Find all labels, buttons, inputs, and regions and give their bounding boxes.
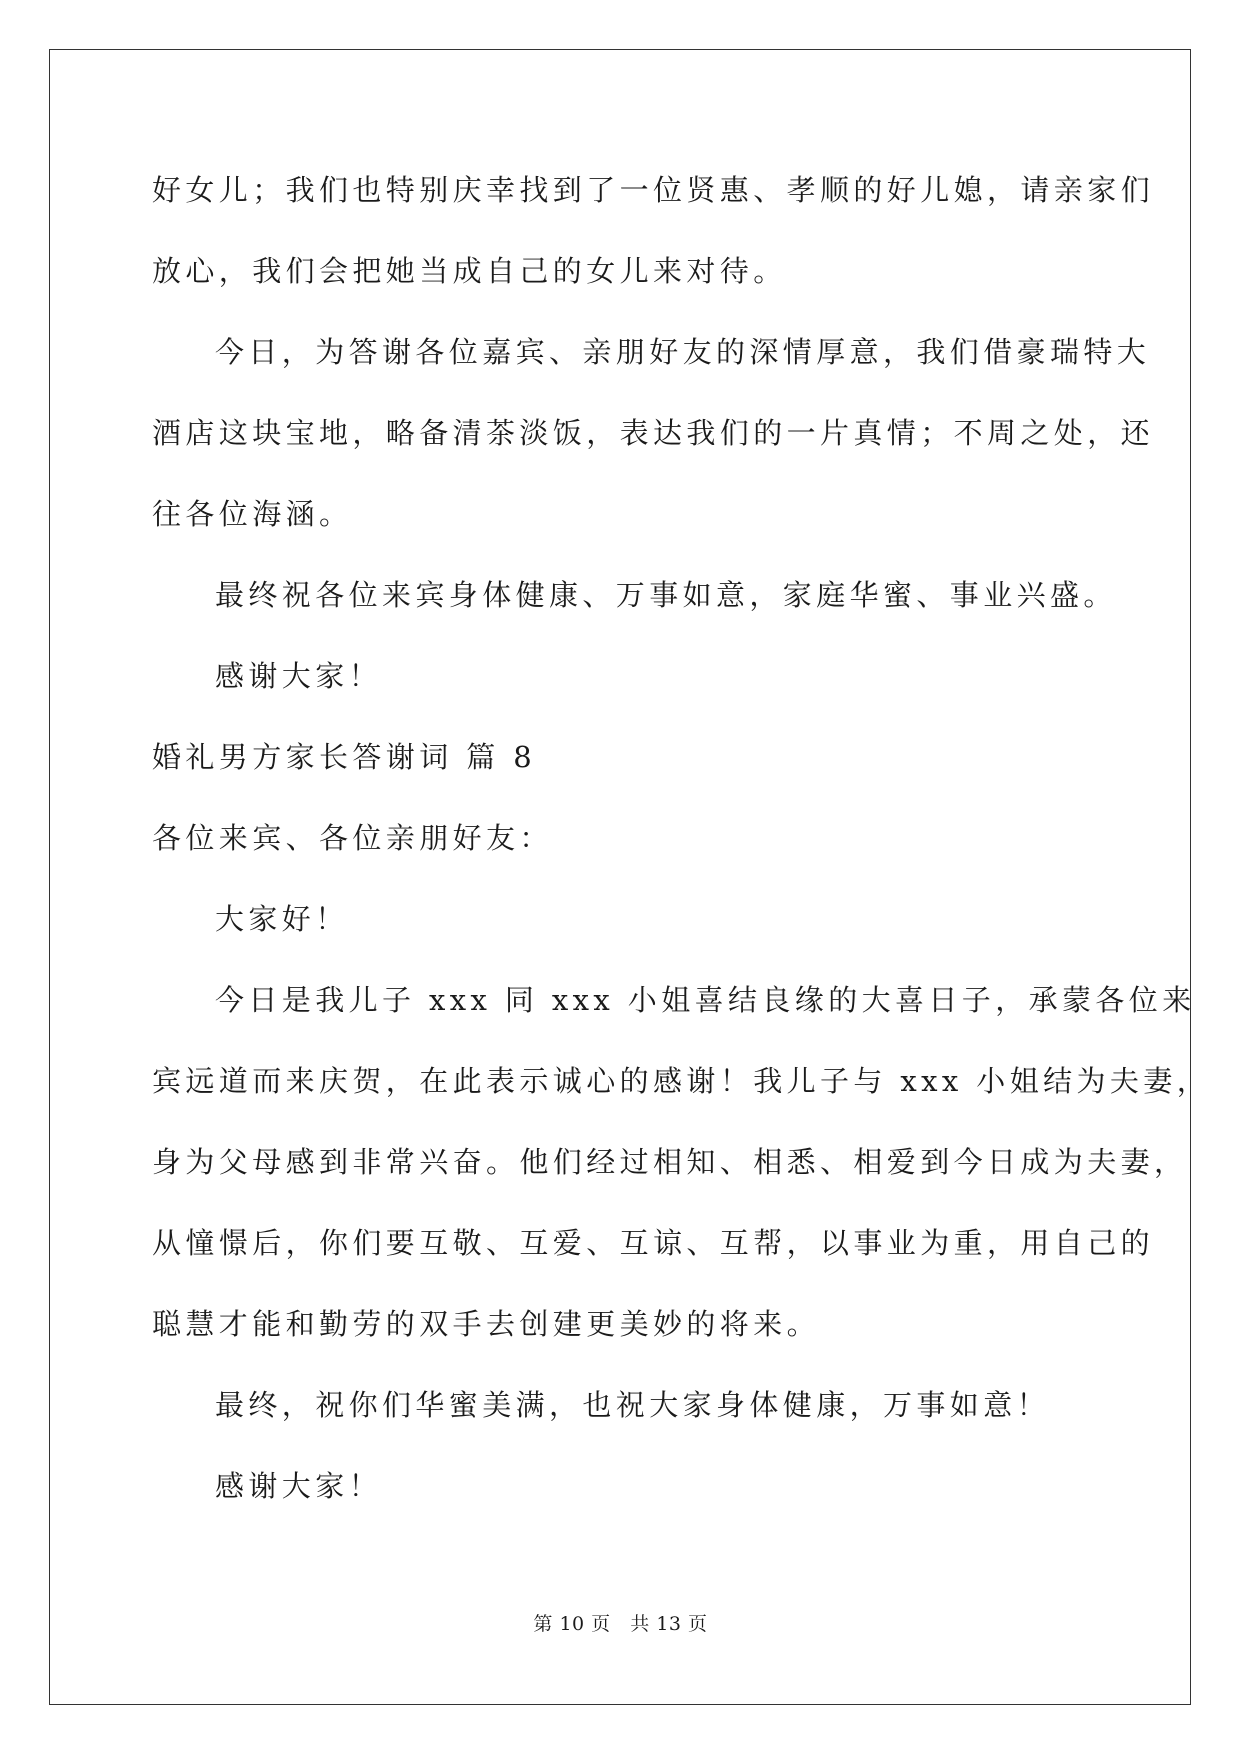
text-line: 感谢大家！ (215, 1469, 383, 1503)
text-line: 酒店这块宝地，略备清茶淡饭，表达我们的一片真情；不周之处，还 (152, 416, 1155, 450)
text-line: 身为父母感到非常兴奋。他们经过相知、相悉、相爱到今日成为夫妻， (152, 1145, 1188, 1179)
text-line: 最终，祝你们华蜜美满，也祝大家身体健康，万事如意！ (215, 1388, 1051, 1422)
section-heading: 婚礼男方家长答谢词 篇 8 (152, 740, 537, 774)
text-line: 宾远道而来庆贺，在此表示诚心的感谢！我儿子与 xxx 小姐结为夫妻， (152, 1064, 1211, 1098)
text-line: 从憧憬后，你们要互敬、互爱、互谅、互帮，以事业为重，用自己的 (152, 1226, 1155, 1260)
text-line: 今日是我儿子 xxx 同 xxx 小姐喜结良缘的大喜日子，承蒙各位来 (215, 983, 1196, 1017)
page-number: 第 10 页 共 13 页 (533, 1613, 708, 1635)
text-line: 放心，我们会把她当成自己的女儿来对待。 (152, 254, 787, 288)
text-line: 好女儿；我们也特别庆幸找到了一位贤惠、孝顺的好儿媳，请亲家们 (152, 173, 1155, 207)
text-line: 最终祝各位来宾身体健康、万事如意，家庭华蜜、事业兴盛。 (215, 578, 1117, 612)
page-border (49, 49, 1191, 1705)
text-line: 往各位海涵。 (152, 497, 353, 531)
text-line: 感谢大家！ (215, 659, 383, 693)
greeting: 大家好！ (215, 902, 349, 936)
salutation: 各位来宾、各位亲朋好友： (152, 821, 553, 855)
text-line: 今日，为答谢各位嘉宾、亲朋好友的深情厚意，我们借豪瑞特大 (215, 335, 1151, 369)
page-footer (0, 1612, 1241, 1636)
text-line: 聪慧才能和勤劳的双手去创建更美妙的将来。 (152, 1307, 821, 1341)
